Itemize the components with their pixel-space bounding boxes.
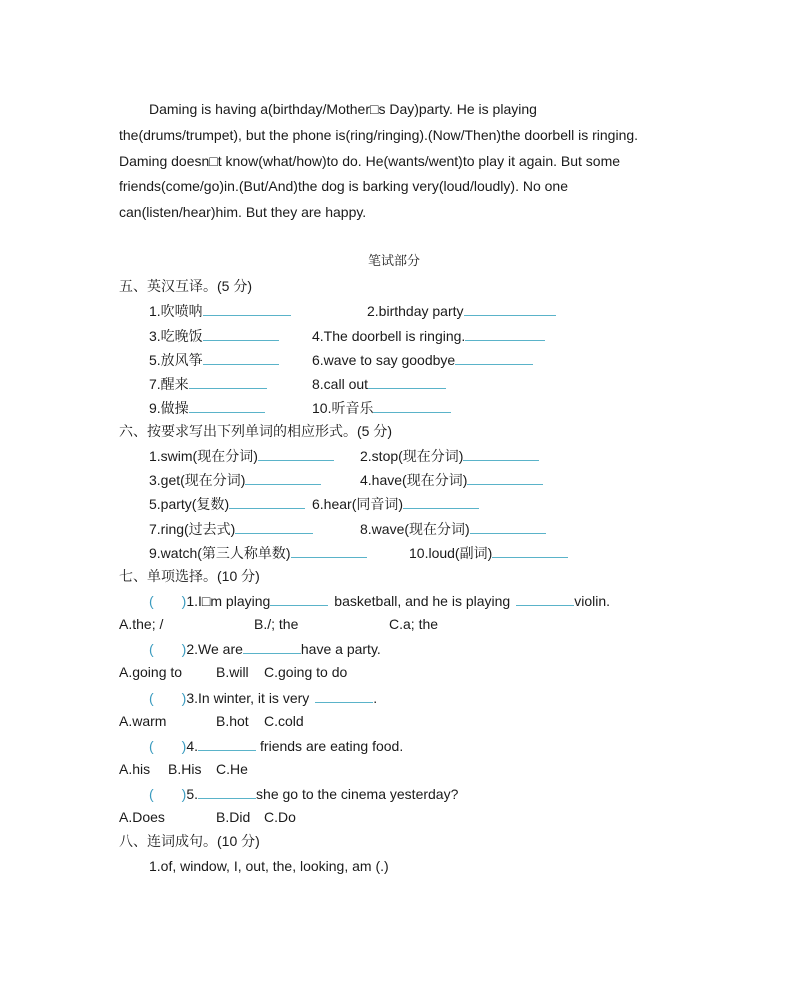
passage-line-5: can(listen/hear)him. But they are happy. <box>119 204 367 220</box>
answer-blank[interactable] <box>467 470 543 485</box>
section6-item-8 <box>360 519 546 538</box>
section6-item-6-label: 6.hear(同音词) <box>312 496 404 512</box>
question-5-option-b[interactable]: B.Did <box>216 809 251 825</box>
section5-item-1 <box>149 301 291 320</box>
section5-item-9-label: 9.做操 <box>149 400 189 416</box>
question-3-option-a[interactable]: A.warm <box>119 713 167 729</box>
question-5-text-a: 5. <box>186 786 199 802</box>
section6-item-3-label: 3.get(现在分词) <box>149 472 246 488</box>
passage-line-3: Daming doesn□t know(what/how)to do. He(wants/went)to play it again. But some <box>119 153 621 169</box>
section5-item-5 <box>149 350 279 369</box>
section6-item-10-label: 10.loud(副词) <box>409 545 493 561</box>
question-4-option-c[interactable]: C.He <box>216 761 248 777</box>
question-3-text-a: 3.In winter, it is very <box>186 690 310 706</box>
paren-open: ( <box>149 641 154 657</box>
question-4 <box>149 736 403 755</box>
section6-item-4-label: 4.have(现在分词) <box>360 472 468 488</box>
question-2 <box>149 639 381 658</box>
answer-blank[interactable] <box>492 543 568 558</box>
answer-blank[interactable] <box>368 374 446 389</box>
section5-item-7 <box>149 374 267 393</box>
section5-item-1-label: 1.吹喷呐 <box>149 303 203 319</box>
answer-paren[interactable] <box>149 786 186 802</box>
answer-blank[interactable] <box>403 494 479 509</box>
answer-blank[interactable] <box>203 326 279 341</box>
answer-blank[interactable] <box>291 543 367 558</box>
question-5-option-a[interactable]: A.Does <box>119 809 165 825</box>
section6-item-2-label: 2.stop(现在分词) <box>360 448 464 464</box>
question-1 <box>149 591 610 610</box>
answer-blank[interactable] <box>373 398 451 413</box>
answer-blank[interactable] <box>189 374 267 389</box>
answer-blank[interactable] <box>229 494 305 509</box>
section6-heading: 六、按要求写出下列单词的相应形式。(5 分) <box>119 423 392 439</box>
paren-close: ) <box>181 593 187 609</box>
section6-item-3 <box>149 470 321 489</box>
answer-blank[interactable] <box>455 350 533 365</box>
paren-close: ) <box>181 641 187 657</box>
section6-item-5 <box>149 494 305 513</box>
section6-item-9-label: 9.watch(第三人称单数) <box>149 545 291 561</box>
question-5 <box>149 784 458 803</box>
answer-blank[interactable] <box>270 591 328 606</box>
answer-blank[interactable] <box>465 326 545 341</box>
paren-close: ) <box>181 786 187 802</box>
question-1-text-a: 1.I□m playing <box>186 593 271 609</box>
answer-blank[interactable] <box>243 639 301 654</box>
question-1-option-b[interactable]: B./; the <box>254 616 299 632</box>
answer-paren[interactable] <box>149 641 186 657</box>
passage-line-2: the(drums/trumpet), but the phone is(ring/ringing).(Now/Then)the doorbell is ringing. <box>119 127 639 143</box>
section5-item-8 <box>312 374 446 393</box>
question-3-option-b[interactable]: B.hot <box>216 713 249 729</box>
question-2-option-c[interactable]: C.going to do <box>264 664 348 680</box>
section5-item-3 <box>149 326 279 345</box>
paren-open: ( <box>149 690 154 706</box>
section5-item-9 <box>149 398 265 417</box>
answer-blank[interactable] <box>470 519 546 534</box>
question-2-option-b[interactable]: B.will <box>216 664 249 680</box>
answer-blank[interactable] <box>463 446 539 461</box>
passage-line-4: friends(come/go)in.(But/And)the dog is barking very(loud/loudly). No one <box>119 178 569 194</box>
section8-heading: 八、连词成句。(10 分) <box>119 833 260 849</box>
section5-item-6 <box>312 350 533 369</box>
answer-blank[interactable] <box>315 688 373 703</box>
section5-item-10 <box>312 398 451 417</box>
section5-item-3-label: 3.吃晚饭 <box>149 328 203 344</box>
section6-item-6 <box>312 494 479 513</box>
section5-item-8-label: 8.call out <box>312 376 369 392</box>
answer-blank[interactable] <box>258 446 334 461</box>
section6-item-1-label: 1.swim(现在分词) <box>149 448 258 464</box>
section5-item-6-label: 6.wave to say goodbye <box>312 352 456 368</box>
paren-open: ( <box>149 593 154 609</box>
answer-blank[interactable] <box>198 736 256 751</box>
paren-close: ) <box>181 690 187 706</box>
section6-item-1 <box>149 446 334 465</box>
answer-blank[interactable] <box>198 784 256 799</box>
paren-open: ( <box>149 738 154 754</box>
answer-paren[interactable] <box>149 738 186 754</box>
question-1-option-a[interactable]: A.the; / <box>119 616 164 632</box>
answer-blank[interactable] <box>464 301 556 316</box>
answer-blank[interactable] <box>245 470 321 485</box>
section6-item-10 <box>409 543 568 562</box>
paren-open: ( <box>149 786 154 802</box>
answer-blank[interactable] <box>516 591 574 606</box>
answer-blank[interactable] <box>203 301 291 316</box>
question-1-option-c[interactable]: C.a; the <box>389 616 439 632</box>
answer-blank[interactable] <box>203 350 279 365</box>
section5-item-4 <box>312 326 545 345</box>
answer-blank[interactable] <box>235 519 313 534</box>
question-2-text-b: have a party. <box>300 641 381 657</box>
section5-heading: 五、英汉互译。(5 分) <box>119 278 252 294</box>
written-section-title: 笔试部分 <box>367 253 420 268</box>
question-4-text-a: 4. <box>186 738 199 754</box>
answer-paren[interactable] <box>149 690 186 706</box>
question-4-text-b: friends are eating food. <box>260 738 404 754</box>
question-2-text-a: 2.We are <box>186 641 243 657</box>
section5-item-5-label: 5.放风筝 <box>149 352 203 368</box>
section6-item-7 <box>149 519 313 538</box>
passage-line-1: Daming is having a(birthday/Mother□s Day)party. He is playing <box>149 101 537 117</box>
section6-item-7-label: 7.ring(过去式) <box>149 521 236 537</box>
paren-close: ) <box>181 738 187 754</box>
section6-item-5-label: 5.party(复数) <box>149 496 230 512</box>
section5-item-4-label: 4.The doorbell is ringing. <box>312 328 466 344</box>
section5-item-10-label: 10.听音乐 <box>312 400 374 416</box>
section8-item-1: 1.of, window, I, out, the, looking, am (.) <box>149 858 389 874</box>
question-3 <box>149 688 377 707</box>
question-5-text-b: she go to the cinema yesterday? <box>256 786 459 802</box>
question-1-text-b: basketball, and he is playing <box>334 593 511 609</box>
question-4-option-a[interactable]: A.his <box>119 761 151 777</box>
question-3-text-b: . <box>373 690 378 706</box>
question-5-option-c[interactable]: C.Do <box>264 809 296 825</box>
section6-item-9 <box>149 543 367 562</box>
question-4-option-b[interactable]: B.His <box>168 761 202 777</box>
section5-item-2-label: 2.birthday party <box>367 303 464 319</box>
answer-blank[interactable] <box>189 398 265 413</box>
question-2-option-a[interactable]: A.going to <box>119 664 183 680</box>
section5-item-2 <box>367 301 556 320</box>
answer-paren[interactable] <box>149 593 186 609</box>
section6-item-2 <box>360 446 539 465</box>
question-3-option-c[interactable]: C.cold <box>264 713 304 729</box>
question-1-text-c: violin. <box>574 593 610 609</box>
section6-item-8-label: 8.wave(现在分词) <box>360 521 470 537</box>
section5-item-7-label: 7.醒来 <box>149 376 189 392</box>
section6-item-4 <box>360 470 543 489</box>
section7-heading: 七、单项选择。(10 分) <box>119 568 260 584</box>
